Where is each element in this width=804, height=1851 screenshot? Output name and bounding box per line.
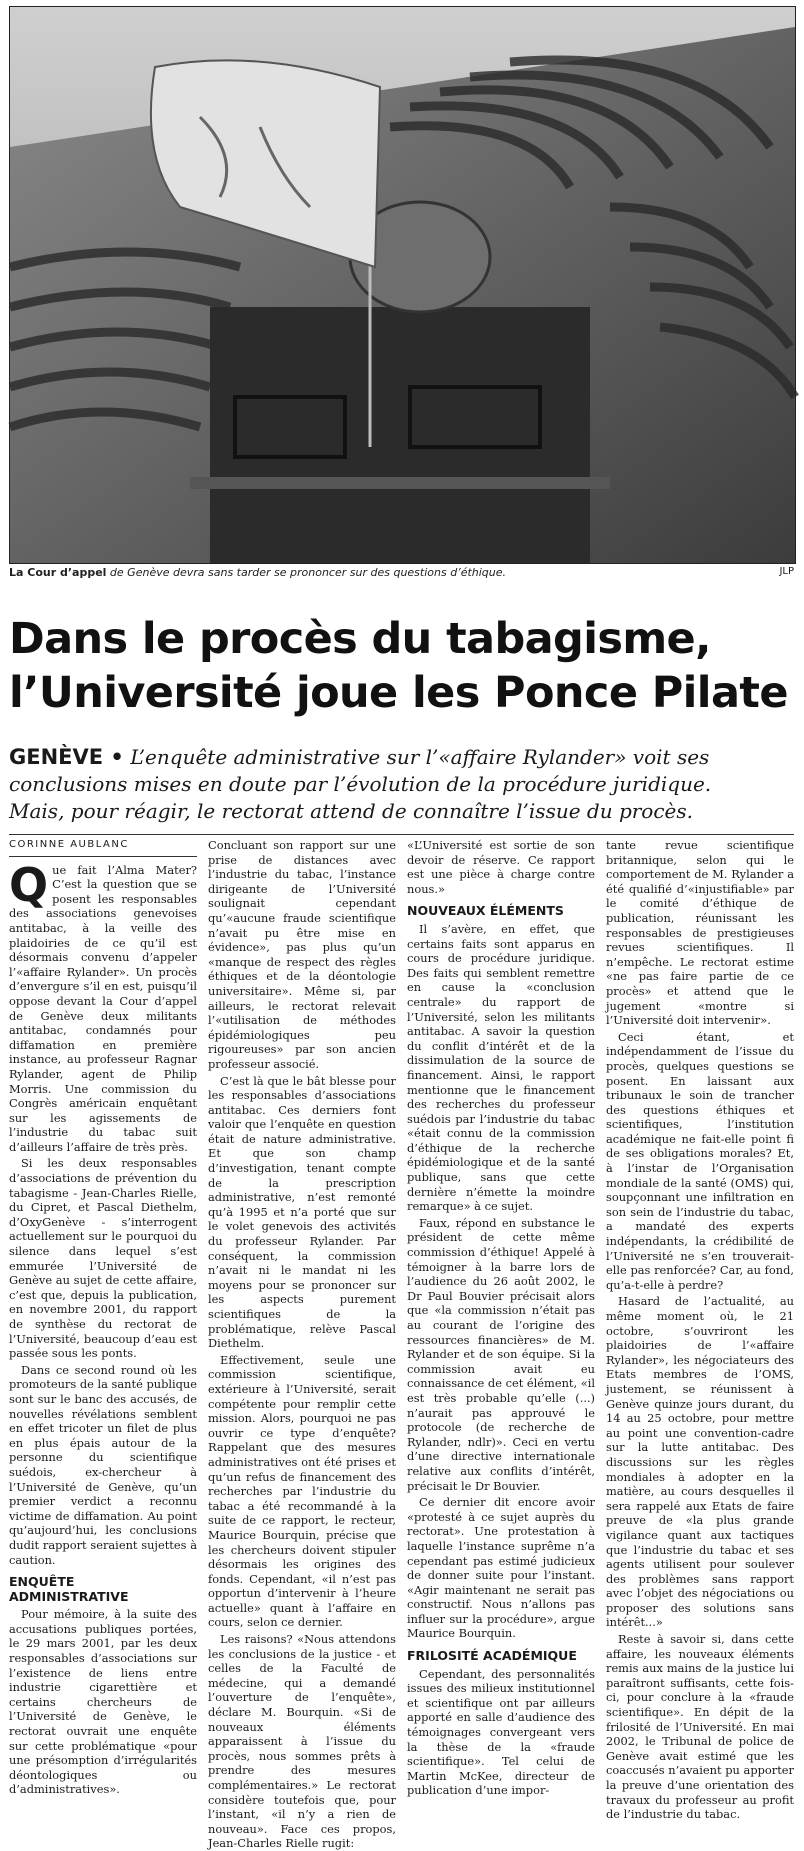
headline (9, 612, 799, 720)
paragraph: Que fait l’Alma Mater? C’est la question que se posent les responsables des associations genevoises antitabac, à la veille des plaidoiries de ce qu’il est désormais convenu d’appeler l’«affaire Rylander». Un procès d’envergure s’il en est, puisqu’il oppose devant la Cour d’appel de Genève deux militants antitabac, condamnés pour diffamation en première instance, au professeur Ragnar Rylander, agent de Philip Morris. Une commission du Congrès américain enquêtant sur les agissements de l’industrie du tabac suit d’ailleurs l’affaire de très près. (9, 857, 197, 1154)
column-2 (208, 838, 396, 1851)
paragraph: Ce dernier dit encore avoir «protesté à ce sujet auprès du rectorat». Une protestation à laquelle l’instance suprême n’a cependant pas estimé judicieux de donner suite pour l’instant. «Agir maintenant ne serait pas constructif. Nous n’allons pas influer sur la procédure», argue Maurice Bourquin. (407, 1495, 595, 1641)
deck (9, 744, 799, 825)
paragraph: Ceci étant, et indépendamment de l’issue du procès, quelques questions se posent. En laissant aux tribunaux le soin de trancher des questions éthiques et scientifiques, l’institution académique ne fait-elle point fi de ses obligations morales? Et, à l’instar de l’Organisation mondiale de la santé (OMS) qui, soupçonnant une infiltration en son sein de l’industrie du tabac, a mandaté des experts indépendants, la crédibilité de l’Université ne s’en trouverait-elle pas renforcée? Car, au fond, qu’a-t-elle à perdre? (606, 1029, 794, 1292)
column-1 (9, 838, 198, 1797)
headline-line-1: Dans le procès du tabagisme, (9, 614, 711, 664)
paragraph: Effectivement, seule une commission scientifique, extérieure à l’Université, serait compétente pour remplir cette mission. Alors, pourquoi ne pas ouvrir ce type d’enquête? Rappelant que des mesures administratives ont été prises et qu’un refus de financement des recherches par l’industrie du tabac a été recommandé à la suite de ce rapport, le recteur, Maurice Bourquin, précise que les chercheurs doivent stipuler désormais les origines des fonds. Cependant, «il n’est pas opportun d’intervenir à l’heure actuelle» quant à l’affaire en cours, selon ce dernier. (208, 1352, 396, 1630)
photo-caption (9, 566, 794, 579)
deck-line-3: Mais, pour réagir, le rectorat attend de connaître l’issue du procès. (9, 799, 694, 823)
paragraph: Faux, répond en substance le président de cette même commission d’éthique! Appelé à témoigner à la barre lors de l’audience du 26 août 2002, le Dr Paul Bouvier précisait alors que «la commission n’était pas au courant de l’origine des ressources financières» de M. Rylander et de son équipe. Si la commission avait eu connaissance de cet élément, «il est très probable qu’elle (...) n’aurait pas approuvé le protocole (de recherche de Rylander, ndlr)». Ceci en vertu d’une directive internationale relative aux conflits d’intérêt, précisait le Dr Bouvier. (407, 1215, 595, 1493)
paragraph: Concluant son rapport sur une prise de distances avec l’industrie du tabac, l’instance dirigeante de l’Université soulignait cependant qu’«aucune fraude scientifique n’avait pu être mise en évidence», pas plus qu’un «manque de respect des règles éthiques et de la déontologie universitaire». Même si, par ailleurs, le rectorat relevait l’«utilisation de méthodes épidémiologiques peu rigoureuses» par son ancien professeur associé. (208, 838, 396, 1071)
divider (9, 834, 794, 835)
caption-text: de Genève devra sans tarder se prononcer sur des questions d’éthique. (106, 566, 507, 579)
subheading: NOUVEAUX ÉLÉMENTS (407, 903, 564, 919)
paragraph: Pour mémoire, à la suite des accusations publiques portées, le 29 mars 2001, par les deux responsables d’associations sur l’existence de liens entre industrie cigarettière et certains chercheurs de l’Université de Genève, le rectorat ouvrait une enquête sur cette problématique «pour une présomption d’irrégularités déontologiques ou d’administratives». (9, 1607, 197, 1797)
column-4 (606, 838, 794, 1822)
courthouse-photo (9, 6, 796, 564)
paragraph: «L’Université est sortie de son devoir de réserve. Ce rapport est une pièce à charge contre nous.» (407, 838, 595, 896)
paragraph: Reste à savoir si, dans cette affaire, les nouveaux éléments remis aux mains de la justice lui paraîtront suffisants, cette fois-ci, pour conclure à la «fraude scientifique». En dépit de la frilosité de l’Université. En mai 2002, le Tribunal de police de Genève avait estimé que les coaccusés n’avaient pu apporter la preuve d’une orientation des travaux du professeur au profit de l’industrie du tabac. (606, 1632, 794, 1822)
paragraph: tante revue scientifique britannique, selon qui le comportement de M. Rylander a été qualifié d’«injustifiable» par le comité d’éthique de publication, réunissant les responsables de prestigieuses revues scientifiques. Il n’empêche. Le rectorat estime «ne pas faire partie de ce procès» et attend que le jugement «montre si l’Université doit intervenir». (606, 838, 794, 1028)
paragraph: Si les deux responsables d’associations de prévention du tabagisme - Jean-Charles Rielle, du Cipret, et Pascal Diethelm, d’OxyGenève - s’interrogent actuellement sur le pourquoi du silence dans lequel s’est emmurée l’Université de Genève au sujet de cette affaire, c’est que, depuis la publication, en novembre 2001, du rapport de synthèse du rectorat de l’Université, beaucoup d’eau est passée sous les ponts. (9, 1156, 197, 1361)
subheading: ENQUÊTE ADMINISTRATIVE (9, 1574, 129, 1604)
article-body (9, 838, 797, 1851)
deck-line-2: conclusions mises en doute par l’évolution de la procédure juridique. (9, 772, 712, 796)
caption-lead: La Cour d’appel (9, 566, 107, 579)
deck-line-1 (9, 744, 799, 771)
dateline-place: GENÈVE • (9, 745, 124, 769)
drop-cap: Q (9, 857, 49, 912)
paragraph: C’est là que le bât blesse pour les responsables d’associations antitabac. Ces derniers font valoir que l’enquête en question était de nature administrative. Et que son champ d’investigation, tenant compte de la prescription administrative, n’est remonté qu’à 1995 et n’a porté que sur le volet genevois des activités du professeur Rylander. Par conséquent, la commission n’avait ni le mandat ni les moyens pour se prononcer sur les aspects purement scientifiques de la problématique, relève Pascal Diethelm. (208, 1073, 396, 1351)
paragraph: Dans ce second round où les promoteurs de la santé publique sont sur le banc des accusés, de nouvelles révélations semblent en effet tricoter un filet de plus en plus épais autour de la personne du scientifique suédois, ex-chercheur à l’Université de Genève, qu’un premier verdict a reconnu victime de diffamation. Au point qu’aujourd’hui, les conclusions dudit rapport seraient sujettes à caution. (9, 1362, 198, 1567)
headline-line-2: l’Université joue les Ponce Pilate (9, 668, 788, 718)
paragraph: Hasard de l’actualité, au même moment où, le 21 octobre, s’ouvriront les plaidoiries de l’«affaire Rylander», les négociateurs des Etats membres de l’OMS, justement, se réunissent à Genève quinze jours durant, du 14 au 25 octobre, pour mettre au point une convention-cadre sur la lutte antitabac. Des discussions sur les règles mondiales à adopter en la matière, au cours desquelles il sera rappelé aux Etats de faire preuve de «la plus grande vigilance quant aux tactiques que l’industrie du tabac et ses agents utilisent pour soulever des problèmes sans rapport avec l’objet des négociations ou proposer des solutions sans intérêt...» (606, 1294, 794, 1630)
paragraph: Les raisons? «Nous attendons les conclusions de la justice - et celles de la Faculté de médecine, qui a demandé l’ouverture de l’enquête», déclare M. Bourquin. «Si de nouveaux éléments apparaissent à l’issue du procès, nous sommes prêts à prendre des mesures complémentaires.» Le rectorat considère toutefois que, pour l’instant, «il n’y a rien de nouveau». Face ces propos, Jean-Charles Rielle rugit: (208, 1632, 396, 1851)
byline: CORINNE AUBLANC (9, 838, 197, 857)
photo-credit: JLP (779, 566, 794, 577)
paragraph: Il s’avère, en effet, que certains faits sont apparus en cours de procédure juridique. Des faits qui semblent remettre en cause la «conclusion centrale» du rapport de l’Université, selon les militants antitabac. A savoir la question du conflit d’intérêt et de la dissimulation de la source de financement. Ainsi, le rapport mentionne que le financement des recherches du professeur suédois par l’industrie du tabac «était connu de la commission d’éthique de la recherche épidémiologique et de la santé publique, sans que cette dernière n’émette la moindre remarque» à ce sujet. (407, 921, 595, 1214)
column-3 (407, 838, 595, 1798)
paragraph: Cependant, des personnalités issues des milieux institutionnel et scientifique ont par ailleurs apporté en salle d’audience des témoignages convergeant vers la thèse de la «fraude scientifique». Tel celui de Martin McKee, directeur de publication d’une impor- (407, 1666, 595, 1798)
deck-text-1: L’enquête administrative sur l’«affaire Rylander» voit ses (123, 745, 710, 769)
subheading: FRILOSITÉ ACADÉMIQUE (407, 1648, 577, 1664)
